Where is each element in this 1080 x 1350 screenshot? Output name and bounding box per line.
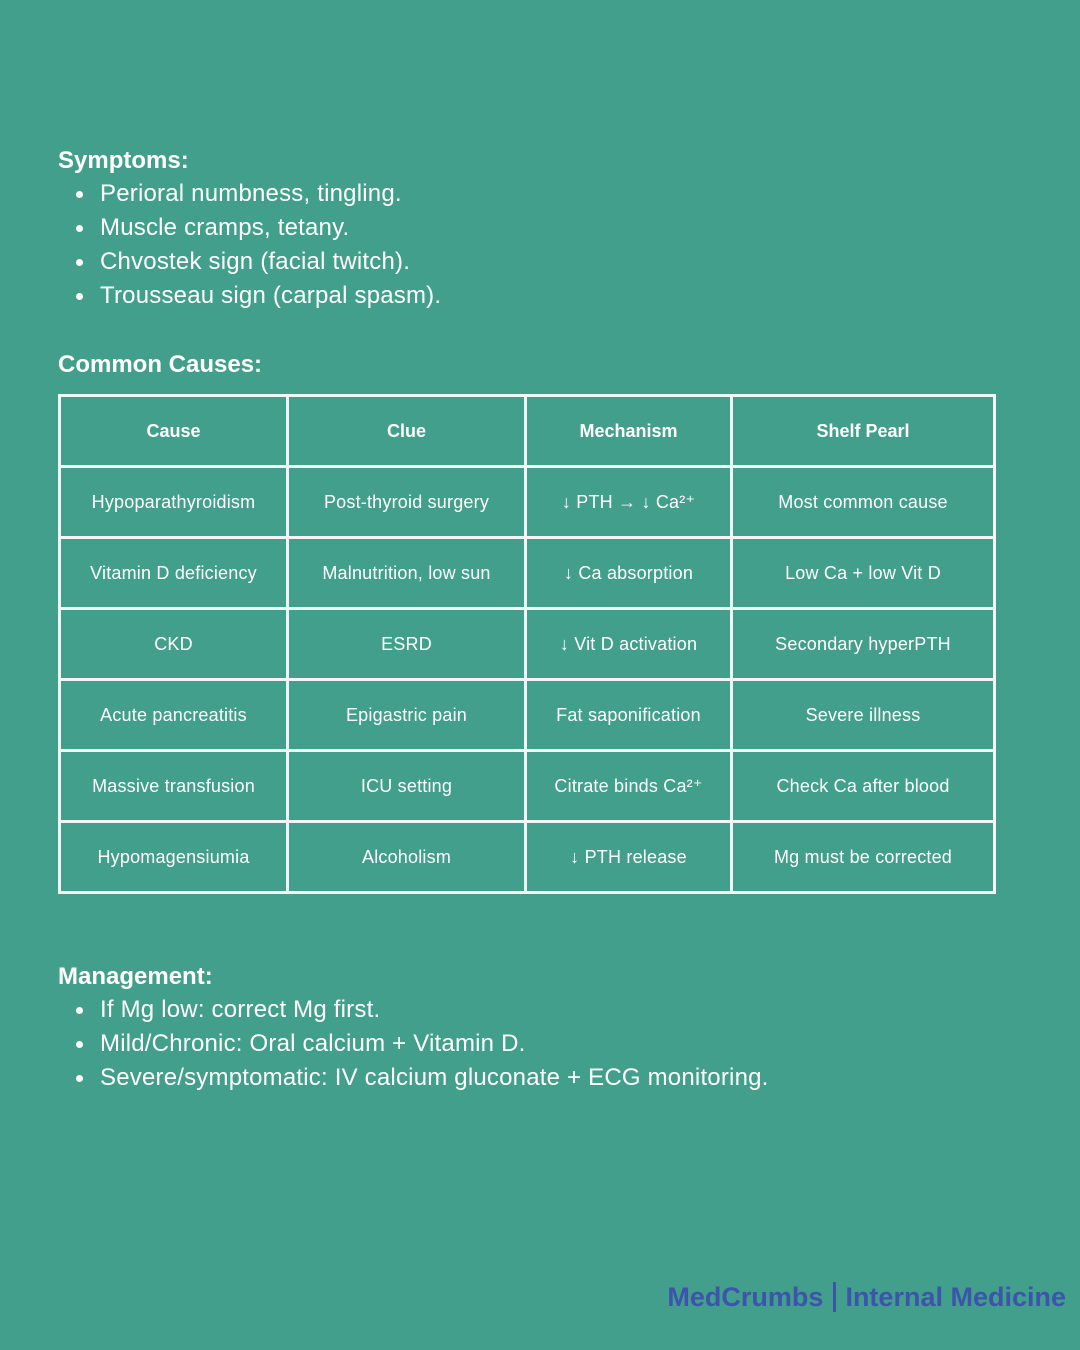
mechanism-cell: ↓ Vit D activation [526, 609, 732, 680]
management-item [58, 1027, 769, 1061]
mechanism-cell: Citrate binds Ca²⁺ [526, 751, 732, 822]
clue-cell: ESRD [288, 609, 526, 680]
brand-footer [667, 1282, 1066, 1313]
column-header-cause: Cause [60, 396, 288, 467]
symptom-text: Perioral numbness, tingling. [100, 180, 402, 207]
symptom-item [58, 245, 441, 279]
bullet-dot-icon [76, 1041, 83, 1048]
brand-divider [833, 1282, 836, 1312]
table-row [60, 751, 995, 822]
shelf-pearl-cell: Mg must be corrected [732, 822, 995, 893]
bullet-dot-icon [76, 293, 83, 300]
clue-cell: Post-thyroid surgery [288, 467, 526, 538]
cause-cell: Acute pancreatitis [60, 680, 288, 751]
table-row [60, 538, 995, 609]
symptom-text: Muscle cramps, tetany. [100, 214, 350, 241]
table-row [60, 822, 995, 893]
table-row [60, 680, 995, 751]
shelf-pearl-cell: Check Ca after blood [732, 751, 995, 822]
table-row [60, 467, 995, 538]
bullet-dot-icon [76, 259, 83, 266]
bullet-dot-icon [76, 1007, 83, 1014]
symptom-item [58, 177, 441, 211]
cause-cell: Vitamin D deficiency [60, 538, 288, 609]
brand-name: MedCrumbs [667, 1282, 824, 1312]
clue-cell: ICU setting [288, 751, 526, 822]
symptom-text: Chvostek sign (facial twitch). [100, 248, 411, 275]
symptoms-list [58, 177, 441, 313]
clue-cell: Malnutrition, low sun [288, 538, 526, 609]
column-header-clue: Clue [288, 396, 526, 467]
shelf-pearl-cell: Severe illness [732, 680, 995, 751]
management-item [58, 1061, 769, 1095]
shelf-pearl-cell: Low Ca + low Vit D [732, 538, 995, 609]
management-text: Mild/Chronic: Oral calcium + Vitamin D. [100, 1030, 526, 1057]
symptom-text: Trousseau sign (carpal spasm). [100, 282, 442, 309]
causes-table [58, 394, 996, 894]
symptoms-heading: Symptoms: [58, 147, 189, 174]
management-item [58, 993, 769, 1027]
cause-cell: Hypoparathyroidism [60, 467, 288, 538]
table-header-row [60, 396, 995, 467]
column-header-shelf-pearl: Shelf Pearl [732, 396, 995, 467]
causes-heading: Common Causes: [58, 351, 263, 378]
shelf-pearl-cell: Secondary hyperPTH [732, 609, 995, 680]
mechanism-cell: Fat saponification [526, 680, 732, 751]
column-header-mechanism: Mechanism [526, 396, 732, 467]
management-heading: Management: [58, 963, 213, 990]
clue-cell: Alcoholism [288, 822, 526, 893]
mechanism-cell: ↓ Ca absorption [526, 538, 732, 609]
cause-cell: Hypomagensiumia [60, 822, 288, 893]
table-row [60, 609, 995, 680]
management-list [58, 993, 769, 1095]
cause-cell: Massive transfusion [60, 751, 288, 822]
brand-section: Internal Medicine [845, 1282, 1066, 1312]
symptom-item [58, 211, 441, 245]
bullet-dot-icon [76, 225, 83, 232]
cause-cell: CKD [60, 609, 288, 680]
mechanism-cell: ↓ PTH → ↓ Ca²⁺ [526, 467, 732, 538]
bullet-dot-icon [76, 191, 83, 198]
management-text: If Mg low: correct Mg first. [100, 996, 381, 1023]
clue-cell: Epigastric pain [288, 680, 526, 751]
management-text: Severe/symptomatic: IV calcium gluconate + ECG monitoring. [100, 1064, 769, 1091]
shelf-pearl-cell: Most common cause [732, 467, 995, 538]
symptom-item [58, 279, 441, 313]
mechanism-cell: ↓ PTH release [526, 822, 732, 893]
bullet-dot-icon [76, 1075, 83, 1082]
